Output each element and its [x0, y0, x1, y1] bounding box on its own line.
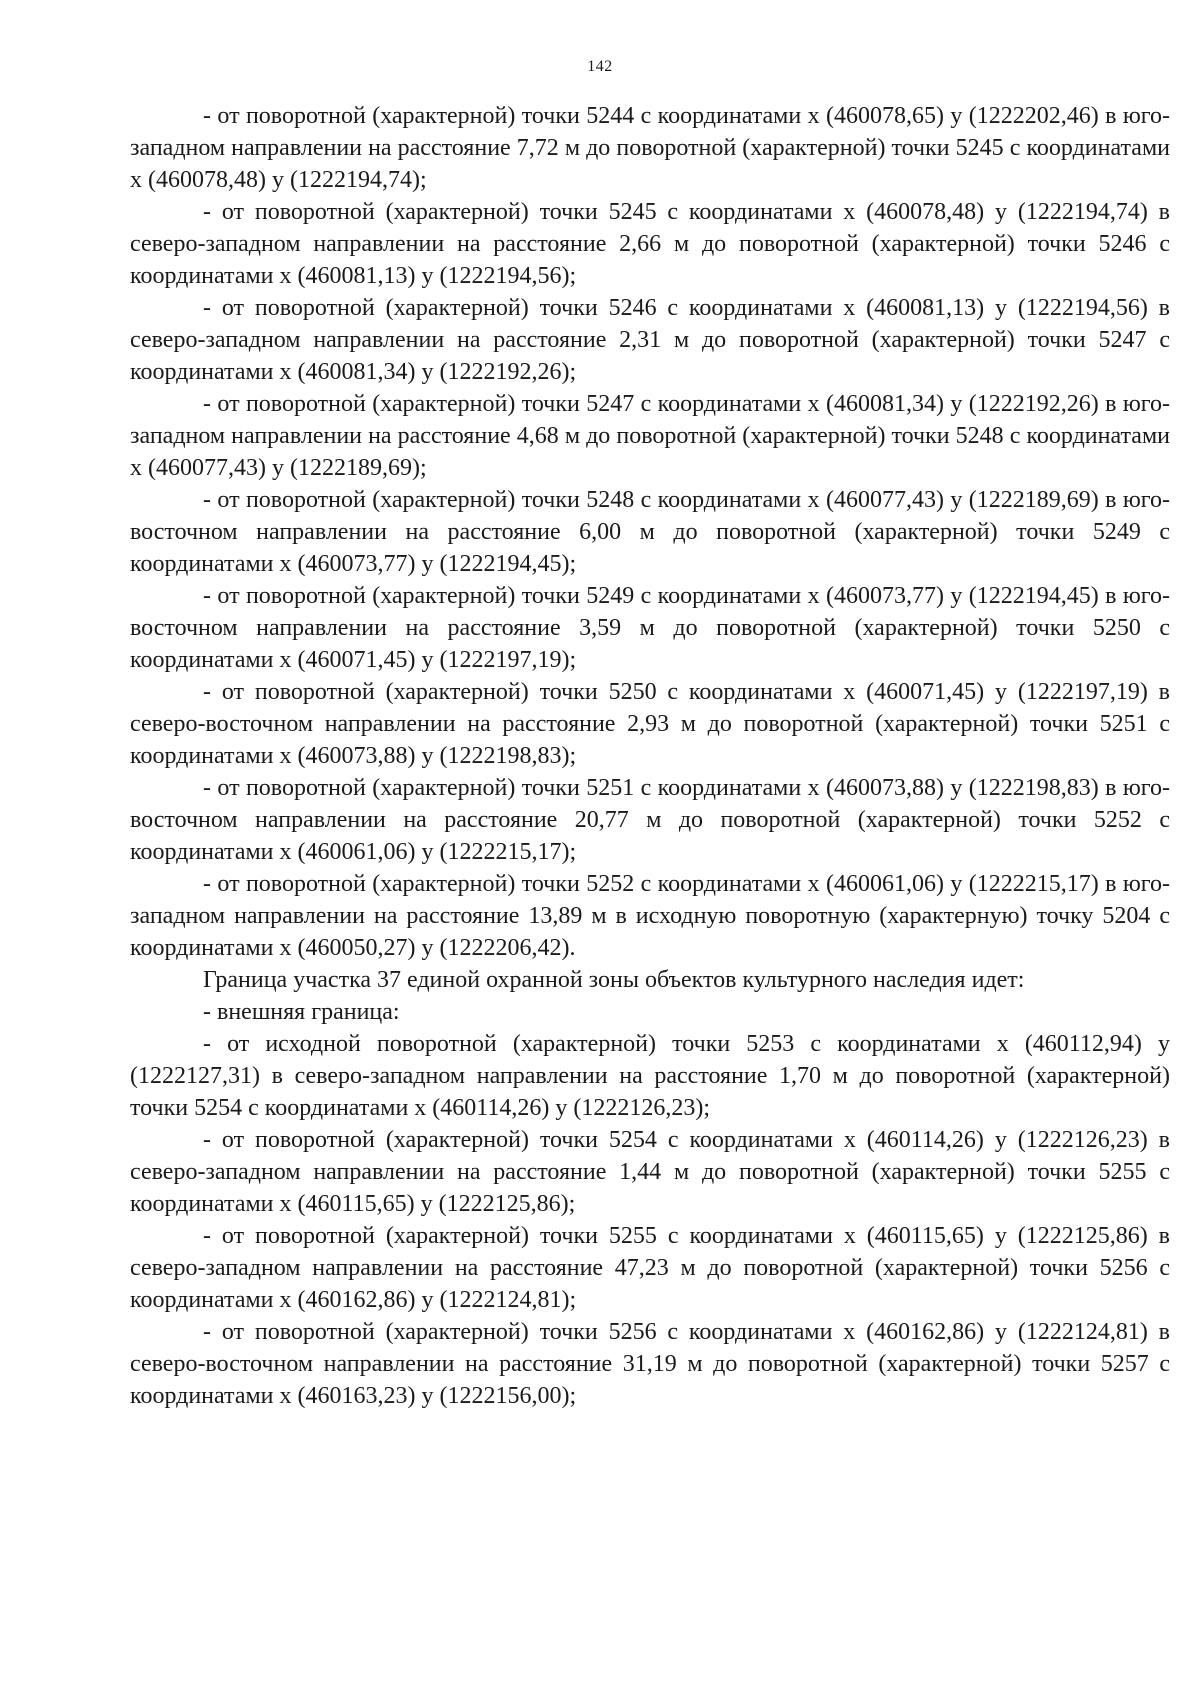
paragraph-point-5253: - от исходной поворотной (характерной) точки 5253 с координатами x (460112,94) y (1222127,31) в северо-западном направлении на расстояние 1,70 м до поворотной (характерной) точки 5254 с координатами x (460114,26) y (1222126,23); — [130, 1031, 1170, 1121]
page-number: 142 — [587, 58, 613, 75]
paragraph-section-heading: Граница участка 37 единой охранной зоны объектов культурного наследия идет: — [203, 967, 1025, 993]
paragraph-point-5252: - от поворотной (характерной) точки 5252 с координатами x (460061,06) y (1222215,17) в юго-западном направлении на расстояние 13,89 м в исходную поворотную (характерную) точку 5204 с координатами x (460050,27) y (1222206,42). — [130, 871, 1170, 961]
paragraph-point-5255: - от поворотной (характерной) точки 5255 с координатами x (460115,65) y (1222125,86) в северо-западном направлении на расстояние 47,23 м до поворотной (характерной) точки 5256 с координатами x (460162,86) y (1222124,81); — [130, 1223, 1170, 1313]
paragraph-point-5248: - от поворотной (характерной) точки 5248 с координатами x (460077,43) y (1222189,69) в юго-восточном направлении на расстояние 6,00 м до поворотной (характерной) точки 5249 с координатами x (460073,77) y (1222194,45); — [130, 487, 1170, 577]
paragraph-point-5249: - от поворотной (характерной) точки 5249 с координатами x (460073,77) y (1222194,45) в юго-восточном направлении на расстояние 3,59 м до поворотной (характерной) точки 5250 с координатами x (460071,45) y (1222197,19); — [130, 583, 1170, 673]
paragraph-point-5247: - от поворотной (характерной) точки 5247 с координатами x (460081,34) y (1222192,26) в юго-западном направлении на расстояние 4,68 м до поворотной (характерной) точки 5248 с координатами x (460077,43) y (1222189,69); — [130, 391, 1170, 481]
paragraph-point-5251: - от поворотной (характерной) точки 5251 с координатами x (460073,88) y (1222198,83) в юго-восточном направлении на расстояние 20,77 м до поворотной (характерной) точки 5252 с координатами x (460061,06) y (1222215,17); — [130, 775, 1170, 865]
paragraph-outer-boundary: - внешняя граница: — [203, 999, 400, 1025]
paragraph-point-5245: - от поворотной (характерной) точки 5245 с координатами x (460078,48) y (1222194,74) в северо-западном направлении на расстояние 2,66 м до поворотной (характерной) точки 5246 с координатами x (460081,13) y (1222194,56); — [130, 199, 1170, 289]
paragraph-point-5254: - от поворотной (характерной) точки 5254 с координатами x (460114,26) y (1222126,23) в северо-западном направлении на расстояние 1,44 м до поворотной (характерной) точки 5255 с координатами x (460115,65) y (1222125,86); — [130, 1127, 1170, 1217]
paragraph-point-5256: - от поворотной (характерной) точки 5256 с координатами x (460162,86) y (1222124,81) в северо-восточном направлении на расстояние 31,19 м до поворотной (характерной) точки 5257 с координатами x (460163,23) y (1222156,00); — [130, 1319, 1170, 1409]
paragraph-point-5246: - от поворотной (характерной) точки 5246 с координатами x (460081,13) y (1222194,56) в северо-западном направлении на расстояние 2,31 м до поворотной (характерной) точки 5247 с координатами x (460081,34) y (1222192,26); — [130, 295, 1170, 385]
paragraph-point-5250: - от поворотной (характерной) точки 5250 с координатами x (460071,45) y (1222197,19) в северо-восточном направлении на расстояние 2,93 м до поворотной (характерной) точки 5251 с координатами x (460073,88) y (1222198,83); — [130, 679, 1170, 769]
document-body — [130, 100, 1170, 1412]
paragraph-point-5244: - от поворотной (характерной) точки 5244 с координатами x (460078,65) y (1222202,46) в юго-западном направлении на расстояние 7,72 м до поворотной (характерной) точки 5245 с координатами x (460078,48) y (1222194,74); — [130, 103, 1170, 193]
